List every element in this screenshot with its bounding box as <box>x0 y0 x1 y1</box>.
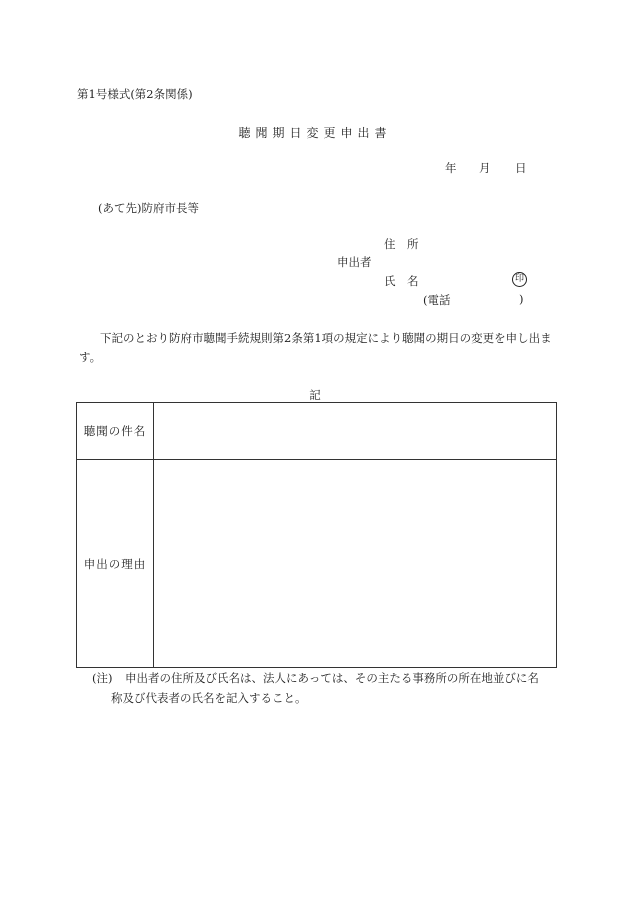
name-label: 氏 名 <box>384 274 419 288</box>
phone-close-paren: ) <box>519 292 524 306</box>
application-table <box>76 402 557 668</box>
phone-label: (電話 <box>423 293 451 307</box>
date-day-label: 日 <box>515 161 527 175</box>
addressee: (あて先)防府市長等 <box>98 201 199 215</box>
seal-mark: 印 <box>512 272 527 287</box>
reason-label: 申出の理由 <box>77 460 154 668</box>
document-title: 聴聞期日変更申出書 <box>238 126 392 140</box>
table-row <box>77 403 557 460</box>
note-line-1: 申出者の住所及び氏名は、法人にあっては、その主たる事務所の所在地並びに名 <box>125 671 539 685</box>
date-year-label: 年 <box>445 161 457 175</box>
applicant-label: 申出者 <box>337 255 372 269</box>
note-heading: (注) <box>92 671 113 685</box>
hearing-subject-field[interactable] <box>154 403 557 460</box>
date-month-label: 月 <box>479 161 491 175</box>
hearing-subject-label: 聴聞の件名 <box>77 403 154 460</box>
table-row <box>77 460 557 668</box>
form-number: 第1号様式(第2条関係) <box>77 87 193 101</box>
note-line-2: 称及び代表者の氏名を記入すること。 <box>111 691 307 705</box>
ki-heading: 記 <box>309 388 321 402</box>
body-text: 下記のとおり防府市聴聞手続規則第2条第1項の規定により聴聞の期日の変更を申し出ます。 <box>79 331 552 364</box>
address-label: 住 所 <box>384 237 419 251</box>
reason-field[interactable] <box>154 460 557 668</box>
